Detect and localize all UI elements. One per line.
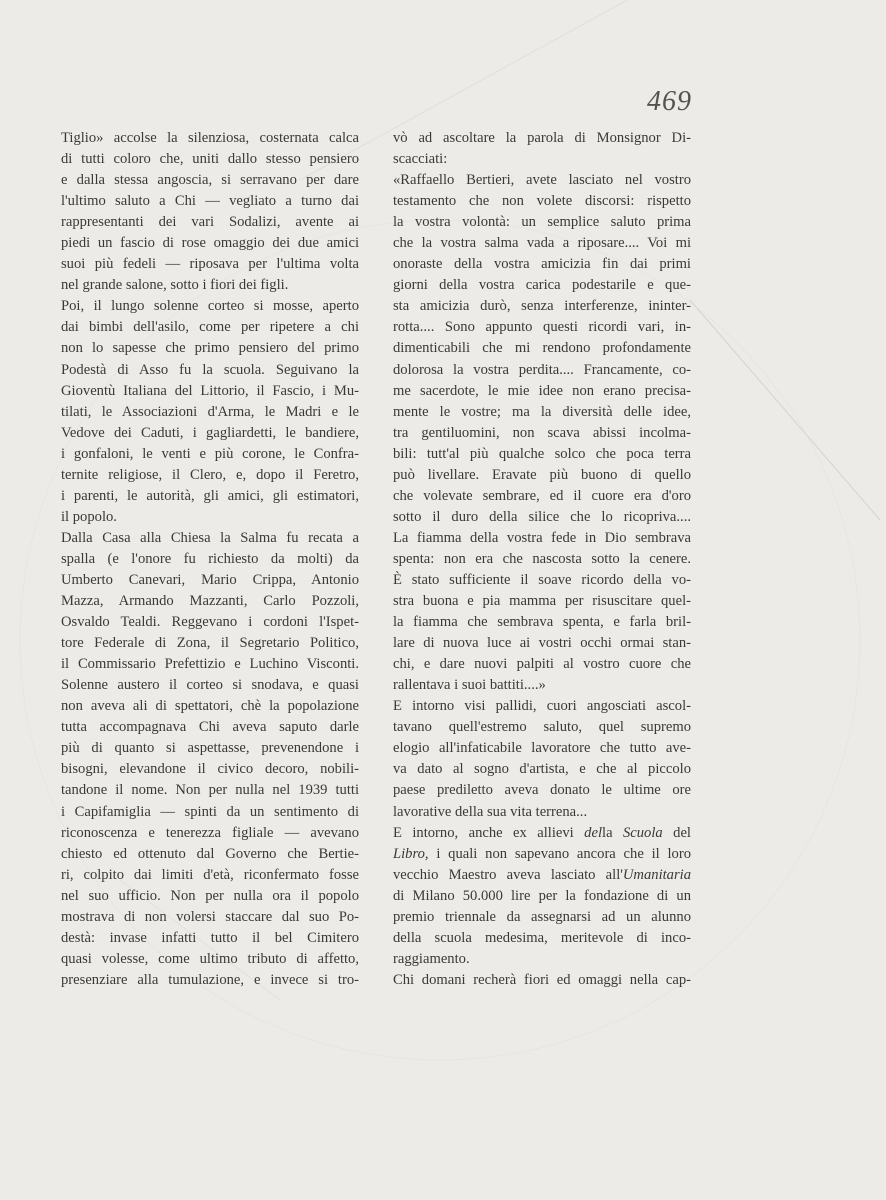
text-line: va dato al sogno d'artista, e che al piccolo xyxy=(393,761,691,778)
text-line: il popolo. xyxy=(61,508,117,525)
text-line: elogio all'infaticabile lavoratore che tutto ave- xyxy=(393,740,691,757)
text-line: premio triennale da assegnarsi ad un alunno xyxy=(393,908,691,925)
text-line: può livellare. Eravate più buono di quello xyxy=(393,466,691,483)
text-line: e dalla stessa angoscia, si serravano per dare xyxy=(61,172,359,189)
text-line: E intorno visi pallidi, cuori angosciati ascol- xyxy=(393,698,691,715)
text-line: rappresentanti dei vari Sodalizi, avente ai xyxy=(61,214,359,231)
text-line: più di quanto si aspettasse, prevenendone i xyxy=(61,740,359,757)
text-line: tilati, le Associazioni d'Arma, le Madri e le xyxy=(61,403,359,420)
text-line: stra buona e pia mamma per risuscitare quel- xyxy=(393,593,691,610)
text-line: ri, colpito dai limiti d'età, riconfermato fosse xyxy=(61,866,359,883)
text-line: tra gentiluomini, non scava abissi incolma- xyxy=(393,424,691,441)
text-line: sta amicizia durò, senza interferenze, ininter- xyxy=(393,298,691,315)
text-line: giorni della vostra carica podestarile e que- xyxy=(393,277,691,294)
text-line: sotto il duro della silice che lo ricopriva.... xyxy=(393,508,691,525)
text-line: Poi, il lungo solenne corteo si mosse, aperto xyxy=(61,298,359,315)
text-line: spalla (e l'onore fu richiesto da molti) da xyxy=(61,550,359,567)
text-line: che volevate sembrare, ed il cuore era d'oro xyxy=(393,487,691,504)
text-line: riconoscenza e tenerezza figliale — avevano xyxy=(61,824,359,841)
text-line: la fiamma che sembrava spenta, e farla bril- xyxy=(393,614,691,631)
text-line: suoi più fedeli — riposava per l'ultima volta xyxy=(61,256,359,273)
text-line: «Raffaello Bertieri, avete lasciato nel vostro xyxy=(393,172,691,189)
text-line: l'ultimo saluto a Chi — vegliato a turno dai xyxy=(61,193,359,210)
text-line: i Capifamiglia — spinti da un sentimento di xyxy=(61,803,359,820)
text-line: lare di nuova luce ai vostri occhi ormai stan- xyxy=(393,635,691,652)
text-line: nel suo ufficio. Non per nulla ora il popolo xyxy=(61,887,359,904)
text-line: lavorative della sua vita terrena... xyxy=(393,803,588,820)
text-line: me sacerdote, le mie idee non erano precisa- xyxy=(393,382,691,399)
text-line: il Commissario Prefettizio e Luchino Visconti. xyxy=(61,656,359,673)
text-line: nel grande salone, sotto i fiori dei figli. xyxy=(61,277,289,294)
text-line: rotta.... Sono appunto questi ricordi vari, in- xyxy=(393,319,691,336)
text-line: Solenne austero il corteo si snodava, e quasi xyxy=(61,677,359,694)
text-line: vò ad ascoltare la parola di Monsignor Di- xyxy=(393,130,691,146)
text-line: presenziare alla tumulazione, e invece si tro- xyxy=(61,971,359,988)
text-line: piedi un fascio di rose omaggio dei due amici xyxy=(61,235,359,252)
page-number: 469 xyxy=(647,86,692,117)
right-text-column xyxy=(393,128,691,991)
text-line: i parenti, le autorità, gli amici, gli estimatori, xyxy=(61,487,359,504)
text-line: che la vostra salma vada a riposare.... Voi mi xyxy=(393,235,691,252)
text-line: Chi domani recherà fiori ed omaggi nella cap- xyxy=(393,971,691,988)
text-line: bili: tutt'al più qualche solco che poca terra xyxy=(393,445,691,462)
text-line: paese prediletto aveva donato le ultime ore xyxy=(393,782,691,799)
text-line: Osvaldo Tealdi. Reggevano i cordoni l'Ispet- xyxy=(61,614,359,631)
text-line: tutta accompagnava Chi aveva saputo darle xyxy=(61,719,359,736)
text-line: tandone il nome. Non per nulla nel 1939 tutti xyxy=(61,782,359,799)
text-line: dimenticabili che mi rendono profondamente xyxy=(393,340,691,357)
text-line: onoraste della vostra amicizia fin dai primi xyxy=(393,256,691,273)
text-line: raggiamento. xyxy=(393,950,470,967)
text-line: La fiamma della vostra fede in Dio sembrava xyxy=(393,529,691,546)
text-line: Podestà di Asso fu la scuola. Seguivano la xyxy=(61,361,359,378)
text-line: Libro, i quali non sapevano ancora che il loro xyxy=(393,845,691,862)
text-line: dolorosa la vostra perdita.... Francamente, co- xyxy=(393,361,691,378)
text-line: spenta: non era che nascosta sotto la cenere. xyxy=(393,550,691,567)
text-line: È stato sufficiente il soave ricordo della vo- xyxy=(393,571,691,588)
text-line: non lo sapesse che primo pensiero del primo xyxy=(61,340,359,357)
text-line: destà: invase infatti tutto il bel Cimitero xyxy=(61,929,359,946)
text-line: Dalla Casa alla Chiesa la Salma fu recata a xyxy=(61,529,359,546)
text-line: di Milano 50.000 lire per la fondazione di un xyxy=(393,887,691,904)
text-line: Umberto Canevari, Mario Crippa, Antonio xyxy=(61,571,359,588)
text-line: bisogni, elevandone il civico decoro, nobili- xyxy=(61,761,359,778)
text-line: la vostra volontà: un semplice saluto prima xyxy=(393,214,691,231)
text-line: chi, e dare nuovi palpiti al vostro cuore che xyxy=(393,656,691,673)
text-line: tavano quell'estremo saluto, quel supremo xyxy=(393,719,691,736)
text-line: mente le vostre; ma la diversità delle idee, xyxy=(393,403,691,420)
text-line: di tutti coloro che, uniti dallo stesso pensiero xyxy=(61,151,359,168)
text-line: Tiglio» accolse la silenziosa, costernata calca xyxy=(61,130,359,146)
text-line: mostrava di non volersi staccare dal suo Po- xyxy=(61,908,359,925)
text-line: dai bimbi dell'asilo, come per ripetere a chi xyxy=(61,319,359,336)
text-line: Mazza, Armando Mazzanti, Carlo Pozzoli, xyxy=(61,593,359,610)
text-line: chiesto ed ottenuto dal Governo che Bertie- xyxy=(61,845,359,862)
text-line: non aveva ali di spettatori, chè la popolazione xyxy=(61,698,359,715)
left-text-column xyxy=(61,128,359,991)
text-line: vecchio Maestro aveva lasciato all'Umanitaria xyxy=(393,866,691,883)
text-line: quasi volesse, come ultimo tributo di affetto, xyxy=(61,950,359,967)
text-line: i gonfaloni, le venti e più corone, le Confra- xyxy=(61,445,359,462)
text-line: testamento che non volete discorsi: rispetto xyxy=(393,193,691,210)
text-line: rallentava i suoi battiti....» xyxy=(393,677,546,694)
text-line: Vedove dei Caduti, i gagliardetti, le bandiere, xyxy=(61,424,359,441)
text-line: ternite religiose, il Clero, e, dopo il Feretro, xyxy=(61,466,359,483)
text-line: tore Federale di Zona, il Segretario Politico, xyxy=(61,635,359,652)
text-line: Gioventù Italiana del Littorio, il Fascio, i Mu- xyxy=(61,382,359,399)
text-line: scacciati: xyxy=(393,151,448,168)
text-line: della scuola medesima, meritevole di inco- xyxy=(393,929,691,946)
text-line: E intorno, anche ex allievi della Scuola del xyxy=(393,824,691,841)
